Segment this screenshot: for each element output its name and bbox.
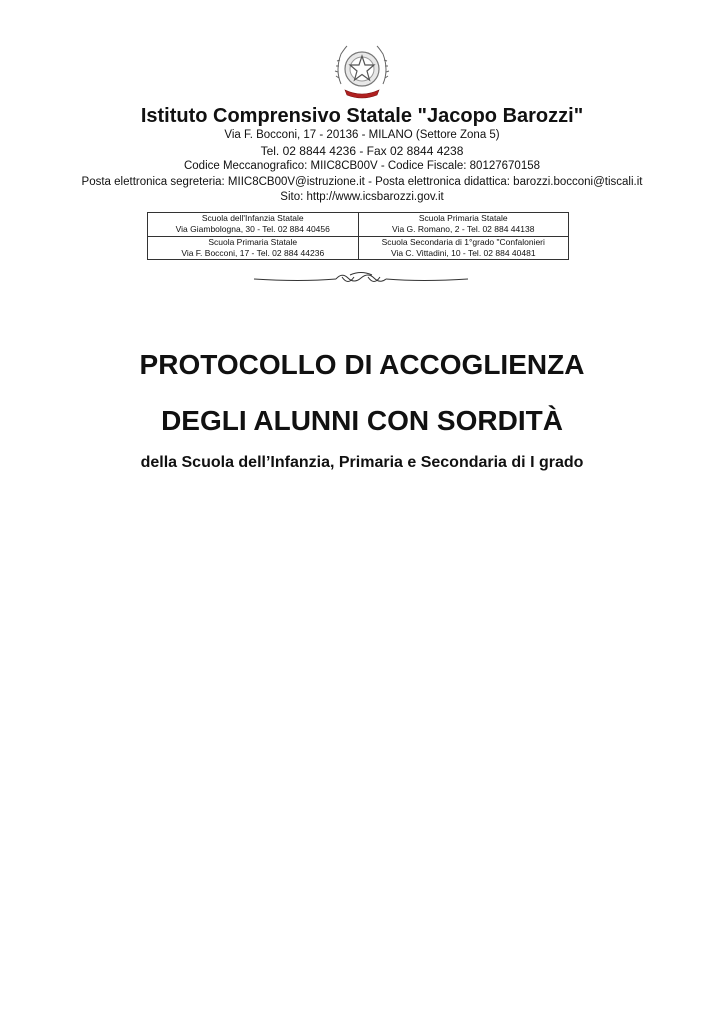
institute-header [0,104,724,206]
school-cell [148,213,359,237]
school-cell [358,213,569,237]
school-name: Scuola Primaria Statale [208,236,298,247]
school-cell [148,236,359,260]
document-title-line2: DEGLI ALUNNI CON SORDITÀ [161,405,563,436]
school-name: Scuola Secondaria di 1°grado "Confalonieri [381,236,545,247]
institute-name: Istituto Comprensivo Statale "Jacopo Barozzi" [140,105,584,127]
document-subtitle: della Scuola dell’Infanzia, Primaria e Secondaria di I grado [140,454,584,471]
school-address: Via G. Romano, 2 - Tel. 02 884 44138 [392,224,535,235]
italian-republic-emblem-icon [333,40,391,102]
table-row [148,213,569,237]
document-title-line1: PROTOCOLLO DI ACCOGLIENZA [139,349,585,380]
school-address: Via C. Vittadini, 10 - Tel. 02 884 40481 [390,247,536,258]
schools-table [147,212,569,260]
institute-website: Sito: http://www.icsbarozzi.gov.it [280,191,444,203]
institute-emails: Posta elettronica segreteria: MIIC8CB00V@istruzione.it - Posta elettronica didattica: barozzi.bocconi@tiscali.it [81,175,643,188]
institute-address: Via F. Bocconi, 17 - 20136 - MILANO (Settore Zona 5) [224,129,500,141]
school-name: Scuola Primaria Statale [418,213,508,224]
school-cell [358,236,569,260]
school-name: Scuola dell'Infanzia Statale [201,213,304,224]
school-address: Via Giambologna, 30 - Tel. 02 884 40456 [175,224,330,235]
table-row [148,236,569,260]
institute-codes: Codice Meccanografico: MIIC8CB00V - Codice Fiscale: 80127670158 [183,160,541,172]
decorative-divider-icon [250,268,472,288]
school-address: Via F. Bocconi, 17 - Tel. 02 884 44236 [181,247,325,258]
institute-phone: Tel. 02 8844 4236 - Fax 02 8844 4238 [260,143,464,158]
